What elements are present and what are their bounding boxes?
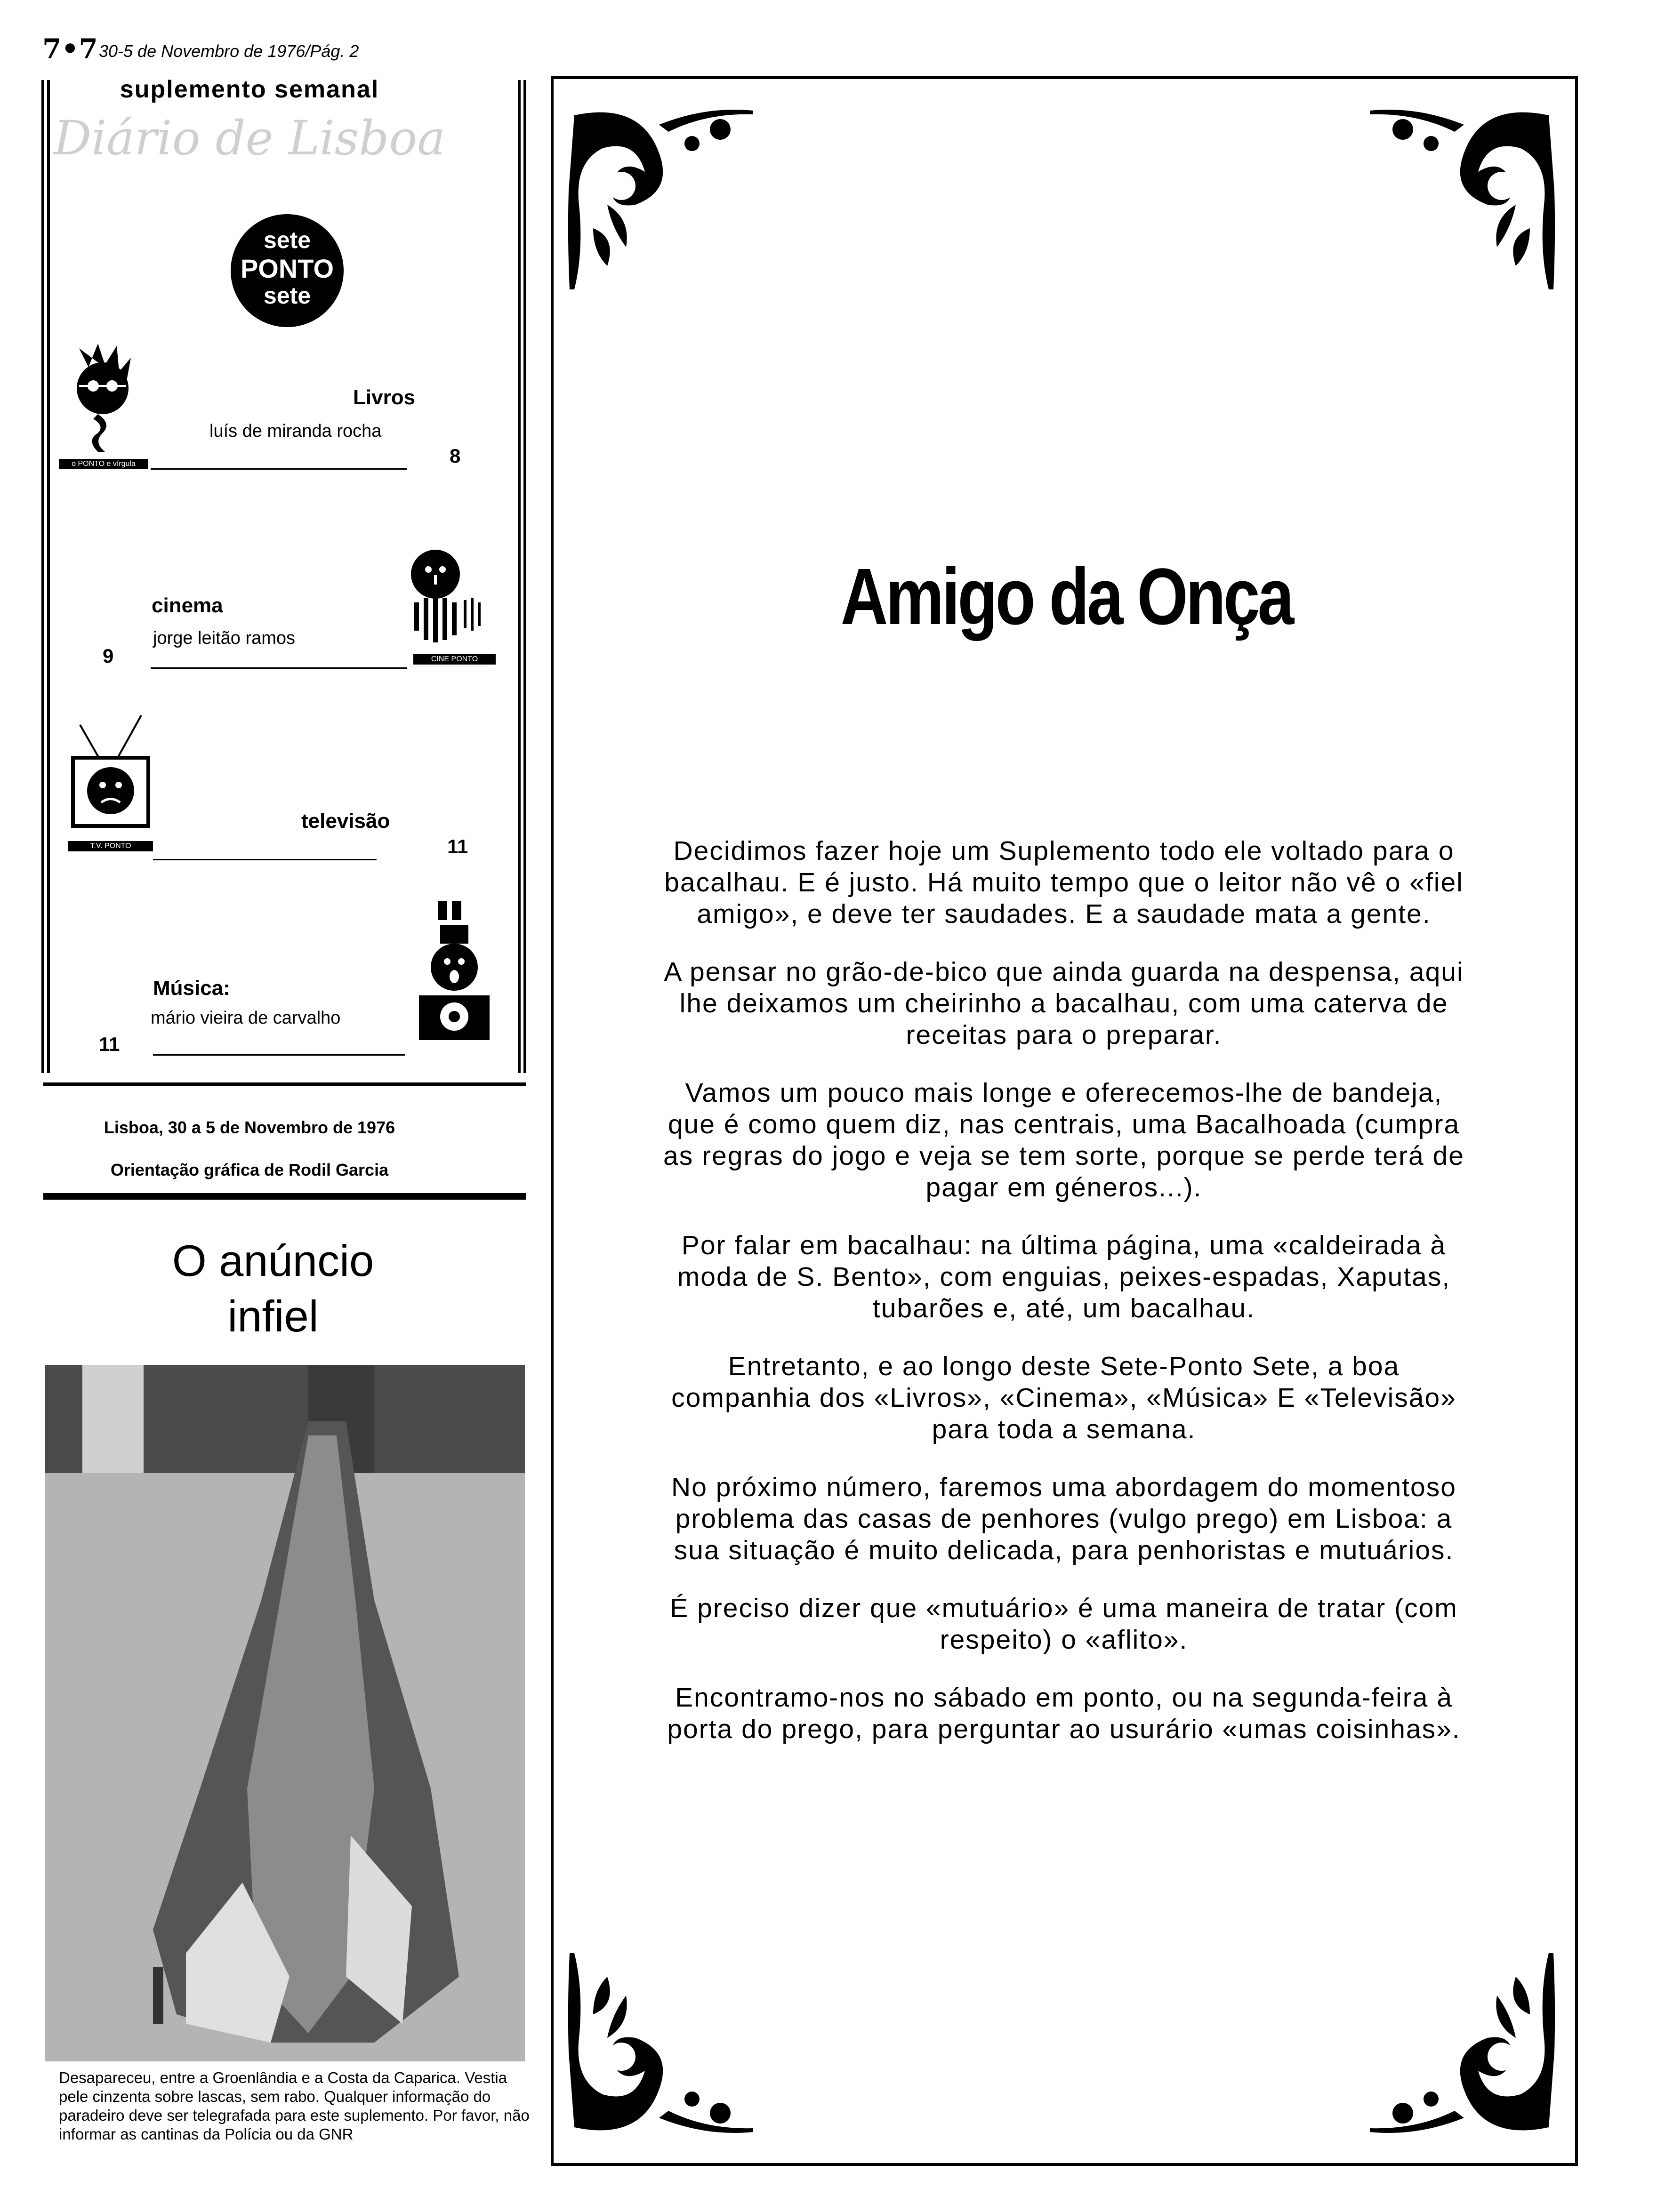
ornament-top-left	[565, 96, 763, 294]
ad-title-line-1: O anúncio	[172, 1236, 374, 1285]
article-paragraph: Vamos um pouco mais longe e oferecemos-lhe de bandeja, que é como quem diz, nas centrais, uma Bacalhoada (cumpra as regras do jogo e veja se tem sorte, porque se perde terá de pagar em géneros...).	[663, 1078, 1464, 1202]
musica-rule	[153, 1054, 405, 1056]
codfish-photo	[45, 1365, 525, 2061]
ornament-top-right	[1360, 96, 1558, 294]
page-number-cinema: 9	[103, 645, 114, 667]
cinema-rule	[151, 667, 407, 669]
section-title-livros: Livros	[353, 386, 416, 409]
cinema-mascot-icon	[410, 546, 499, 664]
ad-caption: Desapareceu, entre a Groenlândia e a Costa da Caparica. Vestia pele cinzenta sobre lascas, sem rabo. Qualquer informação do paradeiro deve ser telegrafada para este suplemento. Por favor, não informar as cantinas da Polícia ou da GNR	[59, 2069, 530, 2143]
televisao-rule	[153, 859, 377, 860]
section-author-livros: luís de miranda rocha	[209, 421, 382, 441]
logo-line-1: sete	[263, 227, 311, 253]
sidebar-border-left-inner	[47, 80, 50, 1073]
ornament-bottom-left	[565, 1948, 763, 2146]
ad-title-line-2: infiel	[227, 1291, 319, 1341]
issue-info: Lisboa, 30 a 5 de Novembro de 1976	[104, 1118, 395, 1137]
cinema-tag: CINE PONTO	[413, 654, 496, 665]
page-number-musica: 11	[99, 1033, 120, 1055]
section-title-televisao: televisão	[301, 809, 390, 833]
article-paragraph: Decidimos fazer hoje um Suplemento todo ele voltado para o bacalhau. E é justo. Há muito tempo que o leitor não vê o «fiel amigo», e deve ter saudades. E a saudade mata a gente.	[664, 836, 1464, 929]
graphic-credit: Orientação gráfica de Rodil Garcia	[110, 1160, 389, 1179]
article-body	[659, 835, 1469, 1771]
tv-tag: T.V. PONTO	[68, 841, 153, 851]
section-title-cinema: cinema	[152, 594, 223, 617]
livros-tag: o PONTO e vírgula	[59, 459, 148, 469]
sidebar-border-right-inner	[523, 80, 526, 1073]
musica-mascot-icon	[410, 897, 499, 1052]
sidebar-border-right	[518, 80, 521, 1073]
article-paragraph: Entretanto, e ao longo deste Sete-Ponto Sete, a boa companhia dos «Livros», «Cinema», «Música» E «Televisão» para toda a semana.	[671, 1351, 1456, 1444]
info-divider	[43, 1193, 526, 1200]
section-title-musica: Música:	[153, 977, 230, 1000]
page-number-televisao: 11	[447, 835, 468, 858]
ad-title	[0, 1233, 546, 1344]
section-author-cinema: jorge leitão ramos	[153, 628, 296, 648]
article-paragraph: É preciso dizer que «mutuário» é uma maneira de tratar (com respeito) o «aflito».	[670, 1593, 1458, 1655]
supplement-title: suplemento semanal	[120, 76, 379, 103]
sidebar-divider	[43, 1082, 526, 1086]
livros-mascot-icon	[60, 339, 145, 475]
article-paragraph: No próximo número, faremos uma abordagem do momentoso problema das casas de penhores (vulgo prego) em Lisboa: a sua situação é muito delicada, para penhoristas e mutuários.	[671, 1472, 1456, 1565]
article-paragraph: Encontramo-nos no sábado em ponto, ou na segunda-feira à porta do prego, para perguntar ao usurário «umas coisinhas».	[667, 1683, 1461, 1744]
logo-line-3: sete	[263, 282, 311, 309]
section-author-musica: mário vieira de carvalho	[151, 1008, 341, 1028]
article-title: Amigo da Onça	[840, 552, 1292, 641]
sete-ponto-sete-logo	[231, 214, 344, 327]
sidebar-border-left	[41, 80, 44, 1073]
newspaper-masthead: Diário de Lisboa	[53, 111, 446, 166]
article-paragraph: Por falar em bacalhau: na última página, uma «caldeirada à moda de S. Bento», com enguias, peixes-espadas, Xaputas, tubarões e, até, um bacalhau.	[677, 1230, 1451, 1323]
issue-date: 30-5 de Novembro de 1976/Pág. 2	[99, 41, 359, 61]
article-paragraph: A pensar no grão-de-bico que ainda guarda na despensa, aqui lhe deixamos um cheirinho a bacalhau, com uma caterva de receitas para o preparar.	[664, 957, 1464, 1050]
livros-rule	[151, 468, 407, 470]
logo-line-2: PONTO	[240, 254, 334, 283]
tv-mascot-icon	[66, 706, 155, 847]
page-number-livros: 8	[450, 445, 461, 467]
ornament-bottom-right	[1360, 1948, 1558, 2146]
publication-logo: 7•7	[42, 33, 98, 65]
